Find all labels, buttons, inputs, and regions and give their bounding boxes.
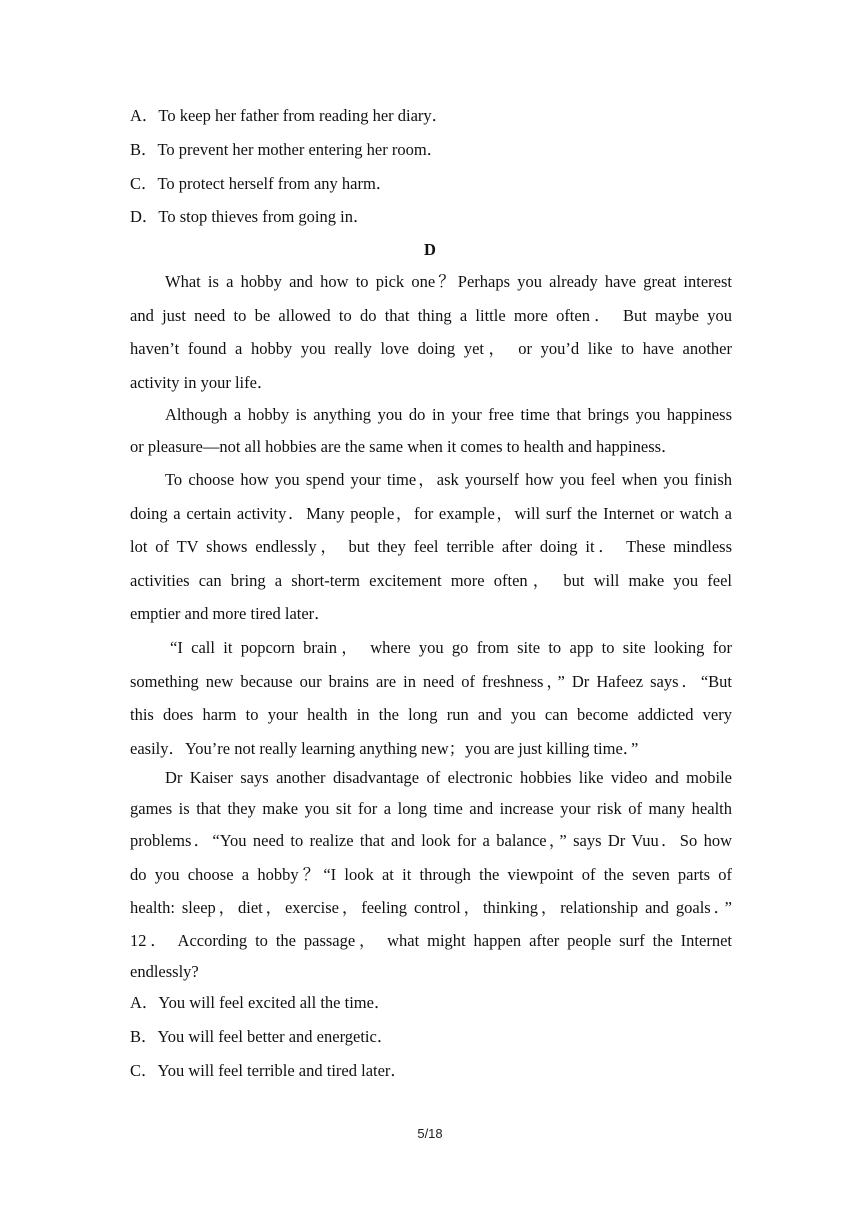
- paragraph-line: games is that they make you sit for a long time and increase your risk of many health: [130, 799, 732, 818]
- prev-option-d: D．To stop thieves from going in．: [130, 207, 370, 226]
- page-number: 5/18: [417, 1126, 443, 1141]
- paragraph-line: problems．“You need to realize that and look for a balance，” says Dr Vuu．So how: [130, 831, 732, 850]
- prev-option-c: C．To protect herself from any harm．: [130, 174, 393, 193]
- paragraph-line: do you choose a hobby？“I look at it through the viewpoint of the seven parts of: [130, 864, 732, 884]
- prev-option-a: A．To keep her father from reading her diary．: [130, 106, 449, 125]
- question-12-option-b: B．You will feel better and energetic．: [130, 1027, 394, 1046]
- prev-option-b: B．To prevent her mother entering her room．: [130, 140, 444, 159]
- paragraph-line: activities can bring a short-term excitement more often， but will make you feel: [130, 570, 732, 590]
- paragraph-line: “I call it popcorn brain， where you go from site to app to site looking for: [170, 638, 732, 657]
- section-heading: D: [424, 240, 436, 259]
- paragraph-line: or pleasure—not all hobbies are the same when it comes to health and happiness．: [130, 437, 678, 456]
- paragraph-line: activity in your life．: [130, 372, 274, 392]
- paragraph-line: doing a certain activity．Many people，for example，will surf the Internet or watch a: [130, 503, 732, 523]
- paragraph-line: something new because our brains are in need of freshness，” Dr Hafeez says．“But: [130, 671, 732, 691]
- question-12-option-c: C．You will feel terrible and tired later．: [130, 1061, 407, 1080]
- paragraph-line: Although a hobby is anything you do in your free time that brings you happiness: [165, 405, 732, 424]
- paragraph-line: and just need to be allowed to do that thing a little more often． But maybe you: [130, 305, 732, 325]
- question-12-stem: [130, 931, 732, 996]
- question-stem-line: 12． According to the passage， what might happen after people surf the Internet: [130, 931, 732, 950]
- paragraph-line: easily．You’re not really learning anything new；you are just killing time．”: [130, 738, 639, 758]
- passage-paragraph-2: [130, 405, 732, 471]
- paragraph-line: haven’t found a hobby you really love doing yet， or you’d like to have another: [130, 339, 732, 358]
- paragraph-line: Dr Kaiser says another disadvantage of electronic hobbies like video and mobile: [165, 768, 732, 787]
- question-stem-line: endlessly?: [130, 962, 199, 981]
- paragraph-line: health: sleep，diet，exercise，feeling control，thinking，relationship and goals．”: [130, 898, 732, 917]
- passage-paragraph-4: [130, 638, 732, 772]
- paragraph-line: What is a hobby and how to pick one？Perhaps you already have great interest: [165, 272, 732, 291]
- paragraph-line: lot of TV shows endlessly， but they feel terrible after doing it． These mindless: [130, 537, 732, 556]
- question-12-option-a: A．You will feel excited all the time．: [130, 993, 391, 1012]
- paragraph-line: To choose how you spend your time，ask yourself how you feel when you finish: [165, 470, 732, 489]
- passage-paragraph-1: [130, 272, 732, 406]
- paragraph-line: emptier and more tired later．: [130, 604, 331, 623]
- paragraph-line: this does harm to your health in the long run and you can become addicted very: [130, 705, 732, 724]
- passage-paragraph-5: [130, 768, 732, 932]
- passage-paragraph-3: [130, 470, 732, 638]
